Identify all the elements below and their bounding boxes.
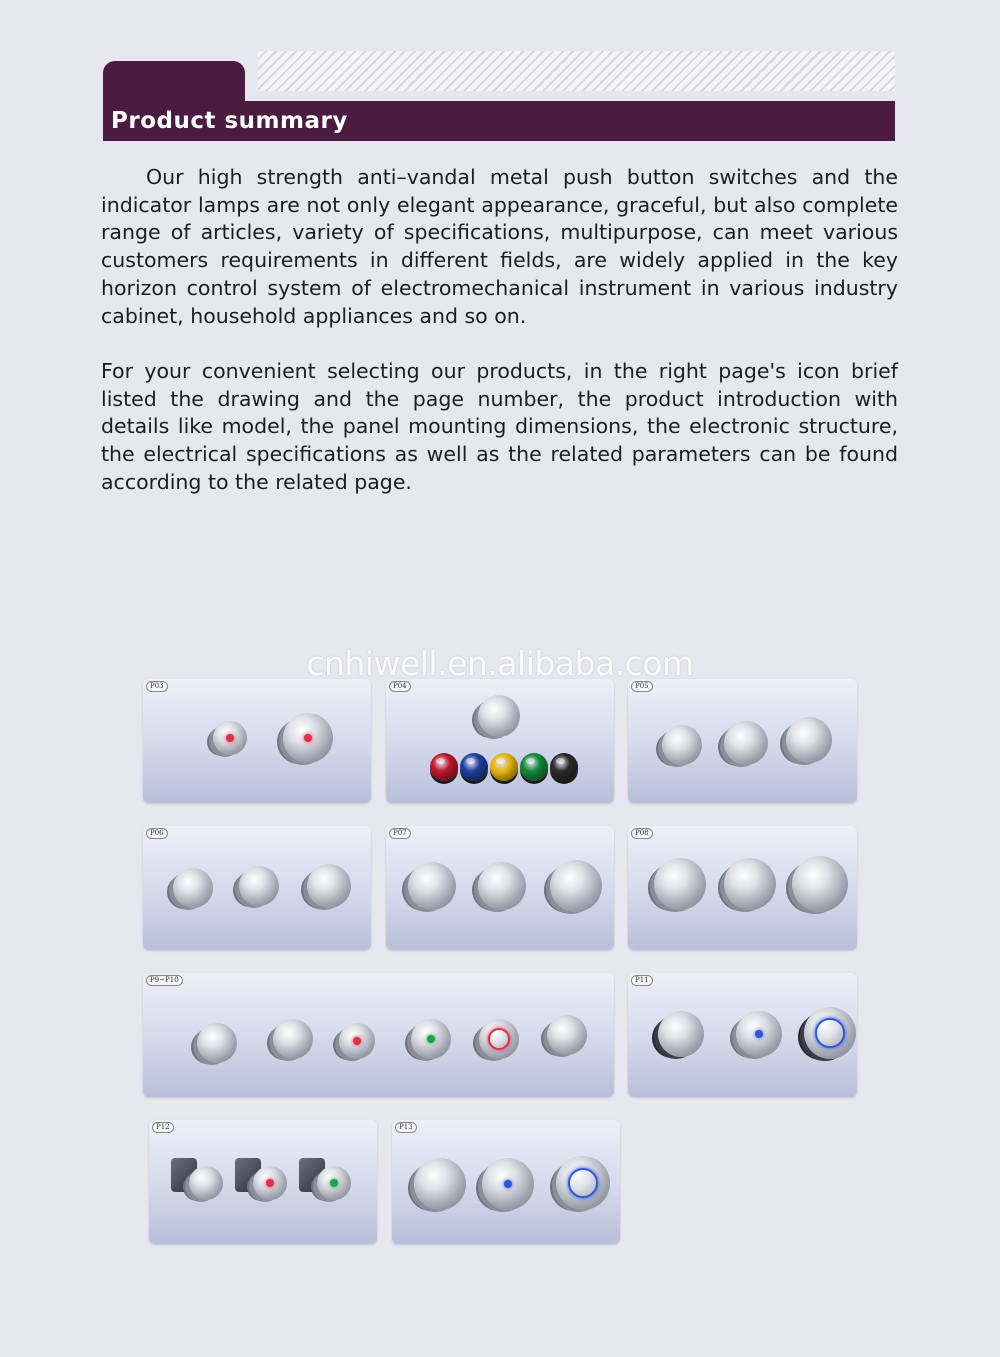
page-label: P08 — [631, 828, 653, 839]
push-button-switch — [724, 858, 776, 910]
led-dot — [330, 1179, 338, 1187]
push-button-switch — [283, 713, 333, 763]
header-tab — [103, 61, 245, 103]
push-button-switch — [307, 864, 351, 908]
page-label: P05 — [631, 681, 653, 692]
page-label: P9~P10 — [146, 975, 183, 986]
push-button-switch — [239, 866, 279, 906]
push-button-switch — [792, 856, 848, 912]
page-label: P03 — [146, 681, 168, 692]
push-button-switch — [547, 1015, 587, 1055]
product-panel-p06[interactable] — [143, 826, 371, 950]
product-panel-p08[interactable] — [628, 826, 857, 950]
push-button-switch — [173, 868, 213, 908]
watermark: cnhiwell.en.alibaba.com — [306, 644, 694, 683]
selection-paragraph: For your convenient selecting our products, in the right page's icon brief listed the drawing and the page number, the product introduction with details like model, the panel mounting dimensions, the electronic structure, the electrical specifications as well as the related parameters can be found according to the related page. — [101, 359, 898, 494]
colored-cap-switch — [460, 753, 488, 781]
page-label: P06 — [146, 828, 168, 839]
product-panel-p11[interactable] — [628, 973, 857, 1097]
led-dot — [427, 1035, 435, 1043]
page-label: P12 — [152, 1122, 174, 1133]
push-button-switch — [339, 1023, 375, 1059]
colored-cap-switch — [550, 753, 578, 781]
product-panel-p9-p10[interactable] — [143, 973, 614, 1097]
push-button-switch — [479, 1019, 519, 1059]
led-dot — [226, 734, 234, 742]
product-panel-p12[interactable] — [149, 1120, 377, 1244]
led-dot — [304, 734, 312, 742]
push-button-switch — [804, 1007, 856, 1059]
push-button-switch — [213, 721, 247, 755]
led-dot — [755, 1030, 763, 1038]
colored-cap-switch — [490, 753, 518, 781]
push-button-switch — [197, 1023, 237, 1063]
page-label: P13 — [395, 1122, 417, 1133]
push-button-switch — [654, 858, 706, 910]
colored-cap-switch — [430, 753, 458, 781]
push-button-switch — [253, 1166, 287, 1200]
push-button-switch — [662, 725, 702, 765]
intro-paragraph: Our high strength anti–vandal metal push button switches and the indicator lamps are not only elegant appearance, graceful, but also complete range of articles, variety of specifications, multipurpose, can meet various customers requirements in different fields, are widely applied in the key horizon control system of electromechanical instrument in various industry cabinet, household appliances and so on. — [101, 165, 898, 328]
led-dot — [266, 1179, 274, 1187]
product-panel-p03[interactable] — [143, 679, 371, 803]
led-ring — [815, 1018, 844, 1047]
led-dot — [504, 1180, 512, 1188]
push-button-switch — [189, 1166, 223, 1200]
push-button-switch — [411, 1019, 451, 1059]
push-button-switch — [736, 1011, 782, 1057]
push-button-switch — [786, 717, 832, 763]
product-panel-p04[interactable] — [386, 679, 614, 803]
push-button-switch — [556, 1156, 610, 1210]
product-panel-p07[interactable] — [386, 826, 614, 950]
push-button-switch — [724, 721, 768, 765]
header-hatch-decoration — [258, 51, 895, 91]
push-button-switch — [478, 862, 526, 910]
push-button-switch — [482, 1158, 534, 1210]
push-button-switch — [408, 862, 456, 910]
led-ring — [488, 1028, 510, 1050]
push-button-switch — [317, 1166, 351, 1200]
page-label: P11 — [631, 975, 653, 986]
push-button-switch — [414, 1158, 466, 1210]
colored-cap-switch — [520, 753, 548, 781]
push-button-switch — [658, 1011, 704, 1057]
push-button-switch — [550, 860, 602, 912]
page-label: P04 — [389, 681, 411, 692]
page-title: Product summary — [111, 108, 348, 134]
led-ring — [568, 1168, 598, 1198]
page-label: P07 — [389, 828, 411, 839]
product-panel-p05[interactable] — [628, 679, 857, 803]
push-button-switch — [273, 1019, 313, 1059]
push-button-switch — [478, 695, 520, 737]
product-panel-p13[interactable] — [392, 1120, 620, 1244]
led-dot — [353, 1037, 361, 1045]
